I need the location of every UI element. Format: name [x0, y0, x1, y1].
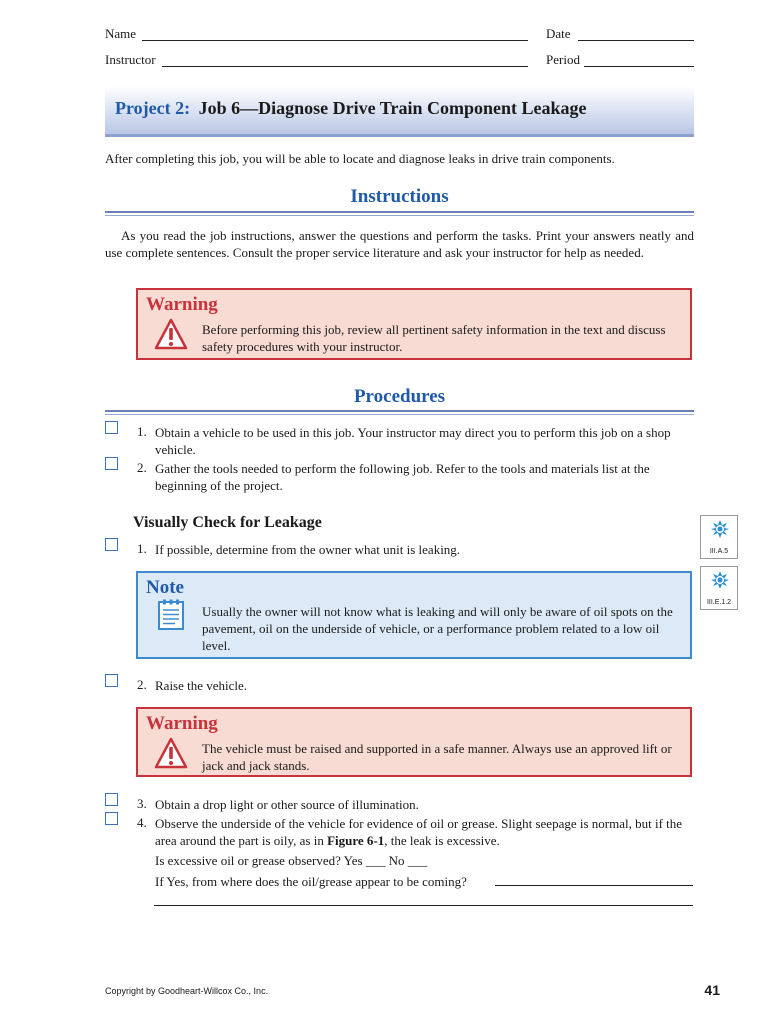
step-number: 1.: [137, 424, 147, 439]
step-text: Raise the vehicle.: [155, 678, 248, 693]
step-checkbox[interactable]: [105, 421, 118, 434]
warning-title: Warning: [146, 713, 218, 734]
intro-text: After completing this job, you will be able to locate and diagnose leaks in drive train components.: [105, 151, 615, 166]
step-checkbox[interactable]: [105, 457, 118, 470]
step-checkbox[interactable]: [105, 812, 118, 825]
warning-title: Warning: [146, 294, 218, 315]
visual-check-heading: Visually Check for Leakage: [133, 514, 322, 531]
answer-line[interactable]: [495, 885, 693, 886]
page-number: 41: [704, 982, 720, 998]
instructions-title: Instructions: [350, 186, 449, 207]
step-number: 2.: [137, 677, 147, 692]
step-number: 2.: [137, 460, 147, 475]
figure-reference: Figure 6-1: [327, 833, 385, 848]
step-number: 3.: [137, 796, 147, 811]
question-oil-source: If Yes, from where does the oil/grease appear to be coming?: [155, 874, 467, 889]
step-text: Obtain a vehicle to be used in this job. Your instructor may direct you to perform this job on a shop vehicle.: [155, 425, 671, 457]
note-pad-icon: [156, 599, 186, 631]
ase-star-icon: [711, 520, 729, 538]
step-checkbox[interactable]: [105, 793, 118, 806]
job-title: Job 6—Diagnose Drive Train Component Leakage: [198, 98, 587, 118]
name-label: Name: [105, 26, 137, 41]
period-label: Period: [546, 52, 580, 67]
step-text: If possible, determine from the owner what unit is leaking.: [155, 542, 461, 557]
warning-triangle-icon: [154, 318, 188, 350]
step-checkbox[interactable]: [105, 674, 118, 687]
procedures-rule-thin: [105, 414, 694, 415]
procedures-title: Procedures: [353, 386, 446, 407]
note-title: Note: [146, 577, 184, 598]
warning-text: The vehicle must be raised and supported in a safe manner. Always use an approved lift or jack and jack stands.: [202, 741, 672, 773]
step-text: [155, 815, 693, 849]
procedures-rule: [105, 410, 694, 412]
step-number: 4.: [137, 815, 147, 830]
step-checkbox[interactable]: [105, 538, 118, 551]
warning-text: Before performing this job, review all pertinent safety information in the text and discuss safety procedures with your instructor.: [202, 322, 666, 354]
instructions-rule-thin: [105, 215, 694, 216]
note-box: [136, 571, 692, 659]
project-label: Project 2:: [115, 98, 191, 118]
banner-title: [115, 98, 586, 119]
note-text: Usually the owner will not know what is leaking and will only be aware of oil spots on the pavement, oil on the underside of vehicle, or a performance problem related to a low oil level.: [202, 604, 673, 653]
step4-text-before: Observe the underside of the vehicle for evidence of oil or grease. Slight seepage is normal, but if the area around the part is oily, as in: [155, 816, 683, 848]
instructor-line[interactable]: [162, 66, 528, 67]
name-line[interactable]: [142, 40, 528, 41]
answer-line[interactable]: [154, 905, 693, 906]
badge-label: III.A.5: [709, 548, 729, 555]
step-text: Gather the tools needed to perform the following job. Refer to the tools and materials list at the beginning of the project.: [155, 461, 650, 493]
step4-text-after: , the leak is excessive.: [384, 833, 500, 848]
step-number: 1.: [137, 541, 147, 556]
ase-badge: [700, 515, 738, 559]
question-excessive-oil: Is excessive oil or grease observed? Yes ___ No ___: [155, 853, 428, 868]
ase-badge: [700, 566, 738, 610]
instructor-label: Instructor: [105, 52, 156, 67]
period-line[interactable]: [584, 66, 694, 67]
badge-label: III.E.1.2: [706, 599, 732, 606]
warning-box-lift: [136, 707, 692, 777]
date-line[interactable]: [578, 40, 694, 41]
warning-triangle-icon: [154, 737, 188, 769]
instructions-text: As you read the job instructions, answer the questions and perform the tasks. Print your answers neatly and use complete sentences. Consult the proper service literature and ask your instructor for help as needed.: [105, 228, 694, 260]
step-text: Obtain a drop light or other source of illumination.: [155, 797, 419, 812]
warning-box-safety: [136, 288, 692, 360]
date-label: Date: [546, 26, 571, 41]
copyright-text: Copyright by Goodheart-Willcox Co., Inc.: [105, 986, 269, 996]
ase-star-icon: [711, 571, 729, 589]
instructions-rule: [105, 211, 694, 213]
project-banner: [105, 86, 694, 137]
